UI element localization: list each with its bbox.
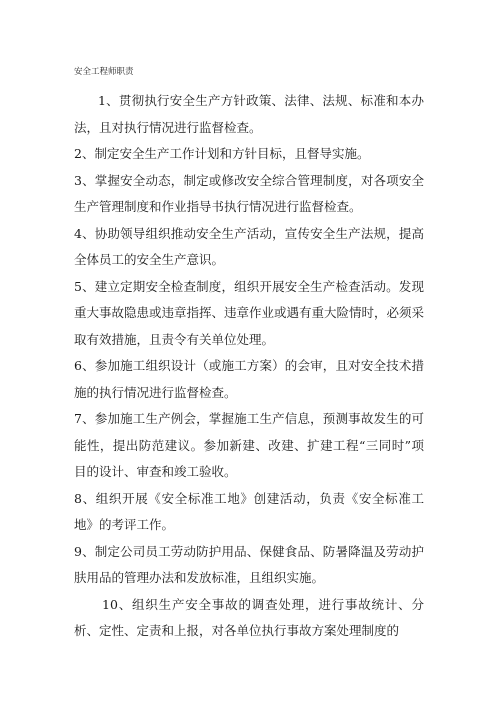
paragraph-8: 8、组织开展《安全标准工地》创建活动，负责《安全标准工地》的考评工作。 (74, 490, 424, 532)
paragraph-9: 9、制定公司员工劳动防护用品、保健食品、防暑降温及劳动护肤用品的管理办法和发放标准，且组织实施。 (74, 543, 424, 585)
paragraph-2: 2、制定安全生产工作计划和方针目标，且督导实施。 (74, 146, 370, 161)
paragraph-6: 6、参加施工组织设计（或施工方案）的会审，且对安全技术措施的执行情况进行监督检查。 (74, 358, 424, 400)
paragraph-7: 7、参加施工生产例会，掌握施工生产信息，预测事故发生的可能性，提出防范建议。参加新建、改建、扩建工程“三同时”项目的设计、审查和竣工验收。 (74, 411, 424, 479)
document-title: 安全工程师职责 (74, 67, 134, 77)
paragraph-4: 4、协助领导组织推动安全生产活动，宣传安全生产法规，提高全体员工的安全生产意识。 (74, 225, 424, 267)
paragraph-10: 10、组织生产安全事故的调查处理，进行事故统计、分析、定性、定责和上报，对各单位执行事故方案处理制度的 (74, 596, 424, 638)
paragraph-5: 5、建立定期安全检查制度，组织开展安全生产检查活动。发现重大事故隐患或违章指挥、违章作业或遇有重大险情时，必须采取有效措施，且责令有关单位处理。 (74, 278, 425, 347)
document-body (74, 88, 424, 645)
paragraph-1: 1、贯彻执行安全生产方针政策、法律、法规、标准和本办法，且对执行情况进行监督检查。 (74, 93, 424, 135)
paragraph-3: 3、掌握安全动态，制定或修改安全综合管理制度，对各项安全生产管理制度和作业指导书执行情况进行监督检查。 (74, 172, 424, 214)
